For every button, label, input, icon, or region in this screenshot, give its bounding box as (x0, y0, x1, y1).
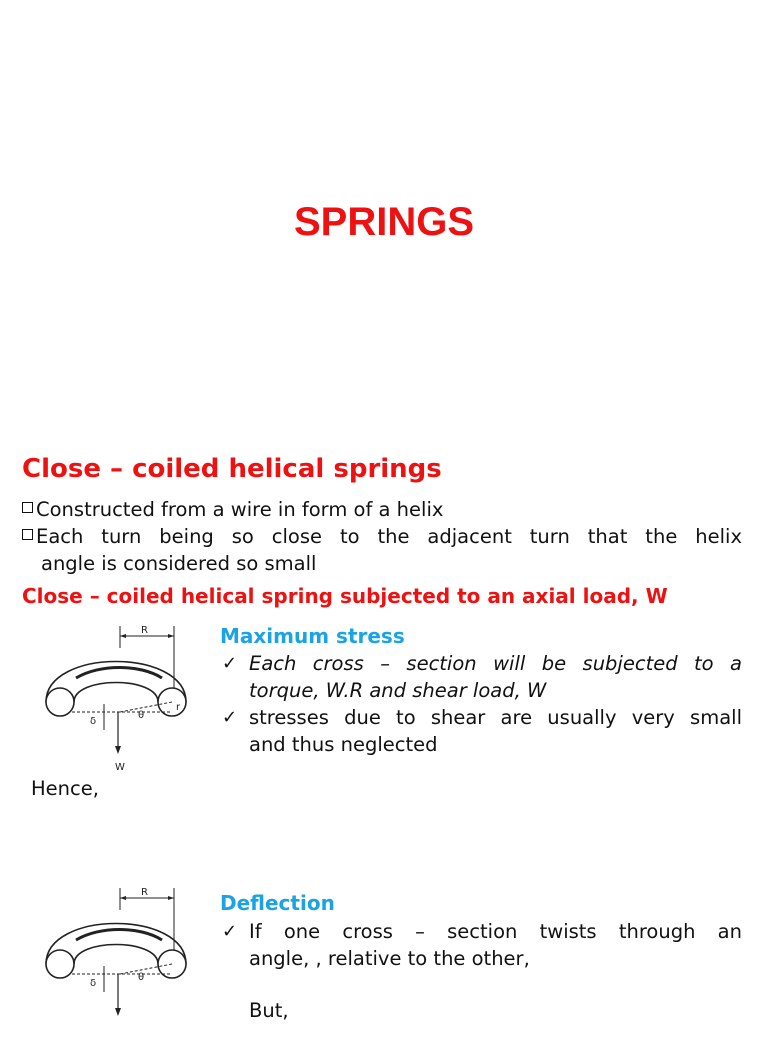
check-item-cross-section (222, 650, 742, 704)
bullet-text: Constructed from a wire in form of a helix (36, 498, 444, 521)
load-label: W (115, 762, 125, 773)
spring-coil-figure-deflection (40, 880, 200, 1040)
square-bullet-icon (22, 502, 33, 513)
bullet-text: angle is considered so small (41, 552, 317, 575)
wire-radius-label: r (176, 702, 181, 713)
spring-coil-figure (40, 618, 200, 778)
check-item-line-2: and thus neglected (249, 733, 438, 756)
spring-coil-diagram (40, 880, 200, 1040)
check-item-line-1: If one cross – section twists through an (249, 920, 742, 943)
check-item-shear (222, 704, 742, 758)
slide-title: SPRINGS (293, 200, 475, 244)
maximum-stress-heading: Maximum stress (220, 624, 405, 648)
check-item-line-1: stresses due to shear are usually very small (249, 706, 742, 729)
spring-coil-diagram (40, 618, 200, 778)
but-text: But, (249, 999, 289, 1022)
check-mark-icon: ✓ (222, 921, 238, 942)
radius-label: R (141, 625, 148, 636)
hence-text: Hence, (31, 777, 99, 800)
check-item-twist (222, 918, 742, 972)
section-heading: Close – coiled helical springs (22, 454, 442, 484)
bullet-line-1 (22, 523, 742, 550)
deflection-heading: Deflection (220, 891, 335, 915)
subheading-axial-load: Close – coiled helical spring subjected to an axial load, W (22, 584, 668, 608)
check-mark-icon: ✓ (222, 653, 238, 674)
check-item-line-1: Each cross – section will be subjected to a (249, 652, 742, 675)
theta-label: θ (138, 710, 145, 721)
bullet-each-turn (22, 523, 742, 550)
theta-label: θ (138, 972, 145, 983)
delta-label: δ (90, 716, 97, 727)
bullet-constructed (22, 496, 742, 523)
radius-label: R (141, 887, 148, 898)
square-bullet-icon (22, 529, 33, 540)
bullet-each-turn-continued (22, 550, 742, 577)
delta-label: δ (90, 978, 97, 989)
check-item-line-2: angle, , relative to the other, (249, 947, 530, 970)
check-mark-icon: ✓ (222, 707, 238, 728)
bullet-text: Each turn being so close to the adjacent turn that the helix (36, 525, 742, 548)
check-item-line-2: torque, W.R and shear load, W (249, 679, 547, 702)
